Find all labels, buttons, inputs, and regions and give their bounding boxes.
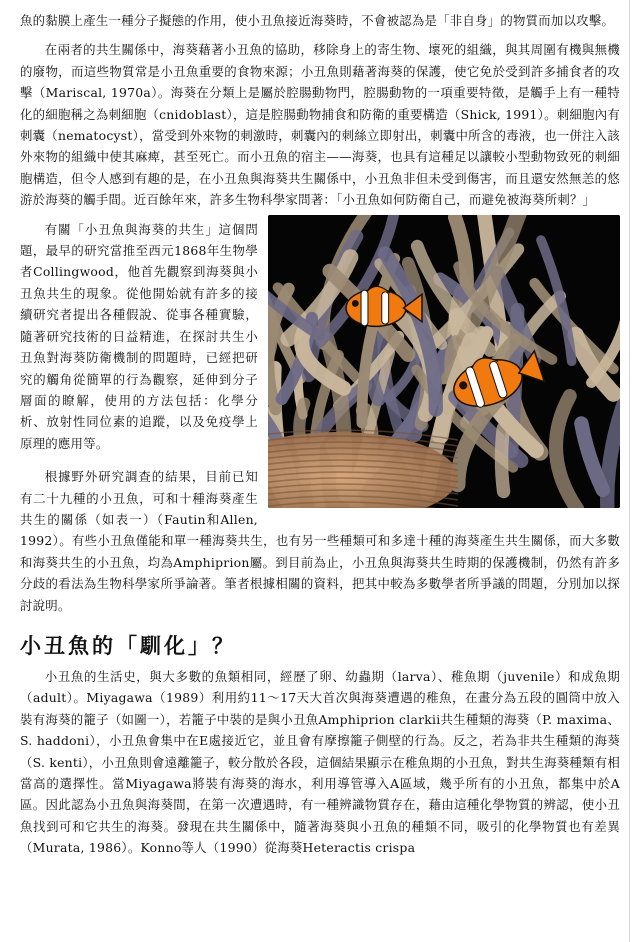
fish-stripe-front [361,290,368,326]
fish-stripe-middle [382,292,389,324]
tentacle [501,428,503,491]
section-heading: 小丑魚的「馴化」？ [20,633,236,658]
paragraph-history: 有關「小丑魚與海葵的共生」這個問題，最早的研究當推至西元1868年生物學者Collingwood，他首先觀察到海葵與小丑魚共生的現象。從他開始就有許多的接續研究者提出各種假說、從事各種實驗，隨著研究技術的日益精進，在探討共生小丑魚對海葵防衛機制的問題時，已經把研究的觸角從簡單的行為觀察，延伸到分子層面的瞭解，使用的方法包括：化學分析、放射性同位素的追蹤，以及免疫學上原理的應用等。 [20,221,258,451]
photo-illustration [268,215,620,508]
paragraph-field-research: 根據野外研究調查的結果，目前已知有二十九種的小丑魚，可和十種海葵產生共生的關係（如表一）（Fautin和Allen, 1992）。有些小丑魚僅能和單一種海葵共生，也有另一些種類可和多達十種的海葵產生共生關係，而大多數和海葵共生的小丑魚，均為Amphiprion屬。到目前為止，小丑魚與海葵共生時期的保護機制，仍然有許多分歧的看法為生物科學家所爭論著。筆者根據相關的資料，把其中較為多數學者所爭議的問題，分別加以探討說明。 [20,469,620,613]
paragraph-life-history: 小丑魚的生活史，與大多數的魚類相同，經歷了卵、幼蟲期（larva）、稚魚期（juvenile）和成魚期（adult）。Miyagawa（1989）利用約11～17天大首次與海葵遭遇的稚魚，在畫分為五段的圓筒中放入裝有海葵的籠子（如圖一），若籠子中裝的是與小丑魚Amphiprion clarkii共生種類的海葵（P. maxima、S. haddoni），小丑魚會集中在E處接近它，並且會有摩擦籠子側壁的行為。反之，若為非共生種類的海葵（S. kenti），小丑魚則會遠離籠子，較分散於各段，這個結果顯示在稚魚期的小丑魚，對共生海葵種類有相當高的選擇性。當Miyagawa將裝有海葵的海水，利用導管導入A區域，幾乎所有的小丑魚，都集中於A區。因此認為小丑魚與海葵間，在第一次遭遇時，有一種辨識物質存在，藉由這種化學物質的辨認，使小丑魚找到可和它共生的海葵。發現在共生關係中，隨著海葵與小丑魚的種類不同，吸引的化學物質也有差異（Murata, 1986）。Konno等人（1990）從海葵Heteractis crispa [20,668,620,856]
fish-eye [352,300,359,307]
paragraph-continued: 魚的黏膜上產生一種分子擬態的作用，使小丑魚接近海葵時，不會被認為是「非自身」的物質而加以攻擊。 [20,13,615,28]
fish-body [346,289,406,326]
paragraph-symbiosis: 在兩者的共生關係中，海葵藉著小丑魚的協助，移除身上的寄生物、壞死的組織，與其周圍有機與無機的廢物，而這些物質常是小丑魚重要的食物來源；小丑魚則藉著海葵的保護，使它免於受到許多捕食者的攻擊（Mariscal, 1970a）。海葵在分類上是屬於腔腸動物門，腔腸動物的一項重要特徵，是觸手上有一種特化的細胞稱之為刺細胞（cnidoblast），這是腔腸動物捕食和防衛的重要構造（Shick, 1991）。刺細胞內有刺囊（nematocyst），當受到外來物的刺激時，刺囊內的刺絲立即射出，刺囊中所含的毒液，也一併注入該外來物的組織中使其麻痺，甚至死亡。而小丑魚的宿主——海葵，也具有這種足以讓較小型動物致死的刺細胞構造，但令人感到有趣的是，在小丑魚與海葵共生關係中，小丑魚非但未受到傷害，而且還安然無恙的悠游於海葵的觸手間。近百餘年來，許多生物科學家問著：「小丑魚如何防衛自己，而避免被海葵所刺？」 [20,42,620,208]
clownfish-anemone-photo [268,215,620,508]
